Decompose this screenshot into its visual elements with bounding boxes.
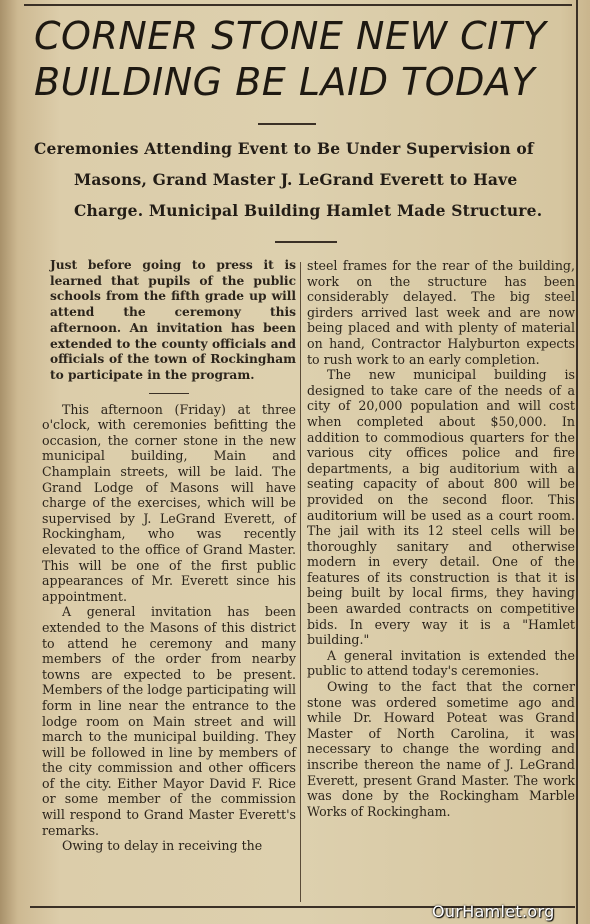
- bulletin-lead: Just before going to press it is learned that pupils of the public schools from the fifth grade up will attend the ceremony this afternoon. An invitation has been extended to the county officials and officials of the town of Rockingham to participate in the program.: [50, 258, 296, 382]
- deck-line-1: Ceremonies Attending Event to Be Under Supervision of: [34, 139, 534, 158]
- top-rule: [24, 4, 572, 6]
- article-paragraph: A general invitation is extended the public to attend today's ceremonies.: [307, 647, 575, 679]
- article-paragraph: Owing to delay in receiving the: [62, 838, 263, 854]
- article-paragraph: steel frames for the rear of the building, work on the structure has been considerably delayed. The big steel girders arrived last week and are now being placed and with plenty of material on hand, Contractor Halyburton expects to rush work to an early completion.: [307, 258, 575, 367]
- bulletin-divider: [149, 393, 189, 394]
- column-divider: [300, 262, 301, 902]
- deck-line-3: Charge. Municipal Building Hamlet Made Structure.: [74, 201, 543, 220]
- site-watermark: OurHamlet.org: [432, 902, 555, 921]
- headline-line-2: BUILDING BE LAID TODAY: [34, 60, 536, 104]
- article-paragraph: A general invitation has been extended to the Masons of this district to attend he ceremony and many members of the order from nearby towns are expected to be present. Members of the lodge participating will form in line near the entrance to the lodge room on Main street and will march to the municipal building. They will be followed in line by members of the city commission and other officers of the city. Either Mayor David F. Rice or some member of the commission will respond to Grand Master Everett's remarks.: [42, 604, 296, 838]
- deck-line-2: Masons, Grand Master J. LeGrand Everett to Have: [74, 170, 518, 189]
- headline-divider: [258, 123, 316, 125]
- article-paragraph: This afternoon (Friday) at three o'clock, with ceremonies befitting the occasion, the corner stone in the new municipal building, Main and Champlain streets, will be laid. The Grand Lodge of Masons will have charge of the exercises, which will be supervised by J. LeGrand Everett, of Rockingham, who was recently elevated to the office of Grand Master. This will be one of the first public appearances of Mr. Everett since his appointment.: [42, 401, 296, 604]
- headline-line-1: CORNER STONE NEW CITY: [34, 14, 547, 58]
- column-divider-right: [576, 0, 578, 924]
- article-column-right: [307, 258, 575, 819]
- article-paragraph: The new municipal building is designed to take care of the needs of a city of 20,000 population and will cost when completed about $50,000. In addition to commodious quarters for the various city offices police and fire departments, a big auditorium with a seating capacity of about 800 will be provided on the second floor. This auditorium will be used as a court room. The jail with its 12 steel cells will be thoroughly sanitary and otherwise modern in every detail. One of the features of its construction is that it is being built by local firms, they having been awarded contracts on competitive bids. In every way it is a "Hamlet building.": [307, 367, 575, 648]
- deck-divider: [275, 241, 337, 243]
- article-paragraph: Owing to the fact that the corner stone was ordered sometime ago and while Dr. Howard Poteat was Grand Master of North Carolina, it was necessary to change the wording and inscribe thereon the name of J. LeGrand Everett, present Grand Master. The work was done by the Rockingham Marble Works of Rockingham.: [307, 679, 575, 819]
- article-column-left: [42, 258, 296, 854]
